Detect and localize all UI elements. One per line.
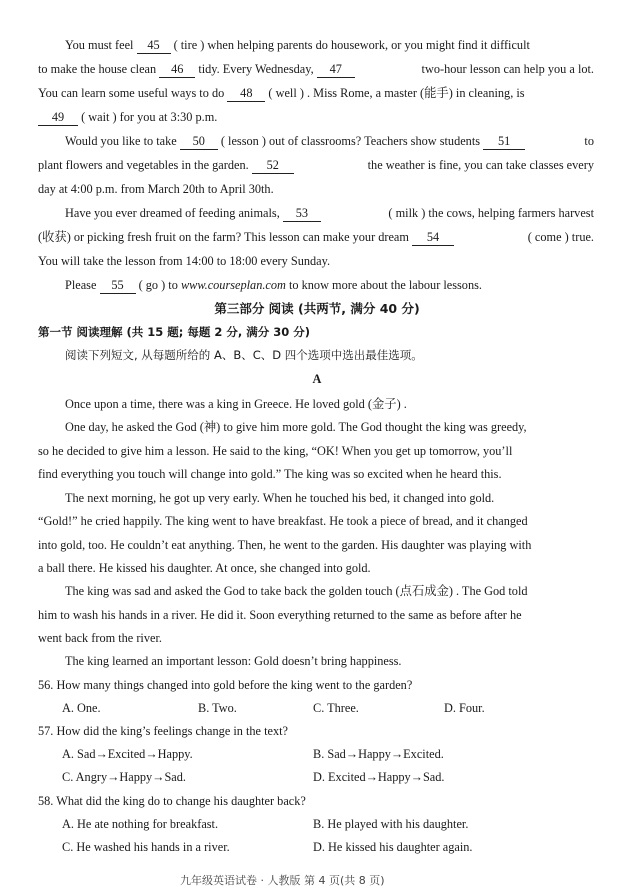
text: two-hour lesson can help you a lot.	[421, 62, 594, 76]
passage-line: Once upon a time, there was a king in Greece. He loved gold (金子) .	[65, 397, 407, 411]
cloze-p3-line2	[38, 226, 594, 248]
cloze-p1-line3	[38, 82, 594, 104]
text: to make the house clean	[38, 62, 157, 76]
option-58-c[interactable]: C. He washed his hands in a river.	[62, 840, 230, 854]
passage-line: One day, he asked the God (神) to give him more gold. The God thought the king was greedy,	[65, 420, 527, 434]
option-56-c[interactable]: C. Three.	[313, 701, 359, 715]
option-56-d[interactable]: D. Four.	[444, 701, 485, 715]
blank-48: 48	[227, 85, 265, 102]
text: to	[584, 134, 594, 148]
instruction: 阅读下列短文, 从每题所给的 A、B、C、D 四个选项中选出最佳选项。	[65, 348, 423, 362]
passage-line: find everything you touch will change into gold.” The king was so excited when he heard this.	[38, 467, 502, 481]
cloze-p1-line4	[38, 106, 594, 128]
passage-line: The next morning, he got up very early. When he touched his bed, it changed into gold.	[65, 491, 495, 505]
text: ( go ) to	[138, 278, 178, 292]
passage-label: A	[312, 372, 322, 386]
text: You must feel	[65, 38, 134, 52]
passage-line: The king was sad and asked the God to take back the golden touch (点石成金) . The God told	[65, 584, 528, 598]
text: Please	[65, 278, 97, 292]
text: tidy. Every Wednesday,	[198, 62, 314, 76]
passage-line: him to wash his hands in a river. He did it. Soon everything returned to the same as before after he	[38, 608, 522, 622]
text: ( lesson ) out of classrooms? Teachers show students	[220, 134, 481, 148]
option-58-d[interactable]: D. He kissed his daughter again.	[313, 840, 473, 854]
text: the weather is fine, you can take classes every	[367, 158, 594, 172]
option-56-a[interactable]: A. One.	[62, 701, 101, 715]
cloze-p3-line1	[65, 202, 594, 224]
text: ( tire ) when helping parents do housework, or you might find it difficult	[173, 38, 530, 52]
url-text: www.courseplan.com	[180, 278, 286, 292]
question-57-stem: 57. How did the king’s feelings change in the text?	[38, 724, 288, 738]
option-58-b[interactable]: B. He played with his daughter.	[313, 817, 469, 831]
passage-line: “Gold!” he cried happily. The king went to have breakfast. He took a piece of bread, and it changed	[38, 514, 528, 528]
blank-55: 55	[100, 277, 136, 294]
cloze-p1-line2	[38, 58, 594, 80]
page-footer: 九年级英语试卷 · 人教版 第 4 页(共 8 页)	[180, 874, 385, 887]
passage-line: so he decided to give him a lesson. He said to the king, “OK! When you get up tomorrow, you’ll	[38, 444, 513, 458]
blank-52: 52	[252, 157, 294, 174]
option-57-b[interactable]: B. Sad→Happy→Excited.	[313, 747, 444, 761]
blank-47: 47	[317, 61, 355, 78]
text: Have you ever dreamed of feeding animals,	[65, 206, 280, 220]
cloze-p2-line2	[38, 154, 594, 176]
cloze-p1-line1	[65, 34, 594, 56]
option-58-a[interactable]: A. He ate nothing for breakfast.	[62, 817, 219, 831]
blank-46: 46	[159, 61, 195, 78]
cloze-p2-line1	[65, 130, 594, 152]
passage-line: a ball there. He kissed his daughter. At once, she changed into gold.	[38, 561, 371, 575]
section1-heading: 第一节 阅读理解 (共 15 题; 每题 2 分, 满分 30 分)	[38, 325, 311, 339]
text: ( wait ) for you at 3:30 p.m.	[81, 110, 218, 124]
option-56-b[interactable]: B. Two.	[198, 701, 237, 715]
text: (收获) or picking fresh fruit on the farm? This lesson can make your dream	[38, 230, 409, 244]
blank-45: 45	[137, 37, 171, 54]
text: to know more about the labour lessons.	[289, 278, 482, 292]
passage-line: The king learned an important lesson: Gold doesn’t bring happiness.	[65, 654, 402, 668]
text: ( come ) true.	[527, 230, 594, 244]
text: ( well ) . Miss Rome, a master (能手) in cleaning, is	[268, 86, 525, 100]
blank-50: 50	[180, 133, 218, 150]
cloze-p3-line3: You will take the lesson from 14:00 to 18:00 every Sunday.	[38, 254, 331, 268]
option-57-d[interactable]: D. Excited→Happy→Sad.	[313, 770, 445, 784]
text: Would you like to take	[65, 134, 177, 148]
option-57-a[interactable]: A. Sad→Excited→Happy.	[62, 747, 193, 761]
question-56-stem: 56. How many things changed into gold before the king went to the garden?	[38, 678, 413, 692]
passage-line: into gold, too. He couldn’t eat anything. Then, he went to the garden. His daughter was playing with	[38, 538, 532, 552]
text: plant flowers and vegetables in the garden.	[38, 158, 249, 172]
blank-54: 54	[412, 229, 454, 246]
blank-51: 51	[483, 133, 525, 150]
cloze-p2-line3: day at 4:00 p.m. from March 20th to April 30th.	[38, 182, 274, 196]
passage-line: went back from the river.	[38, 631, 162, 645]
part3-heading: 第三部分 阅读 (共两节, 满分 40 分)	[214, 301, 420, 316]
question-58-stem: 58. What did the king do to change his daughter back?	[38, 794, 306, 808]
option-57-c[interactable]: C. Angry→Happy→Sad.	[62, 770, 186, 784]
blank-53: 53	[283, 205, 321, 222]
blank-49: 49	[38, 109, 78, 126]
cloze-p4-line1	[65, 274, 594, 296]
text: ( milk ) the cows, helping farmers harvest	[388, 206, 594, 220]
text: You can learn some useful ways to do	[38, 86, 225, 100]
